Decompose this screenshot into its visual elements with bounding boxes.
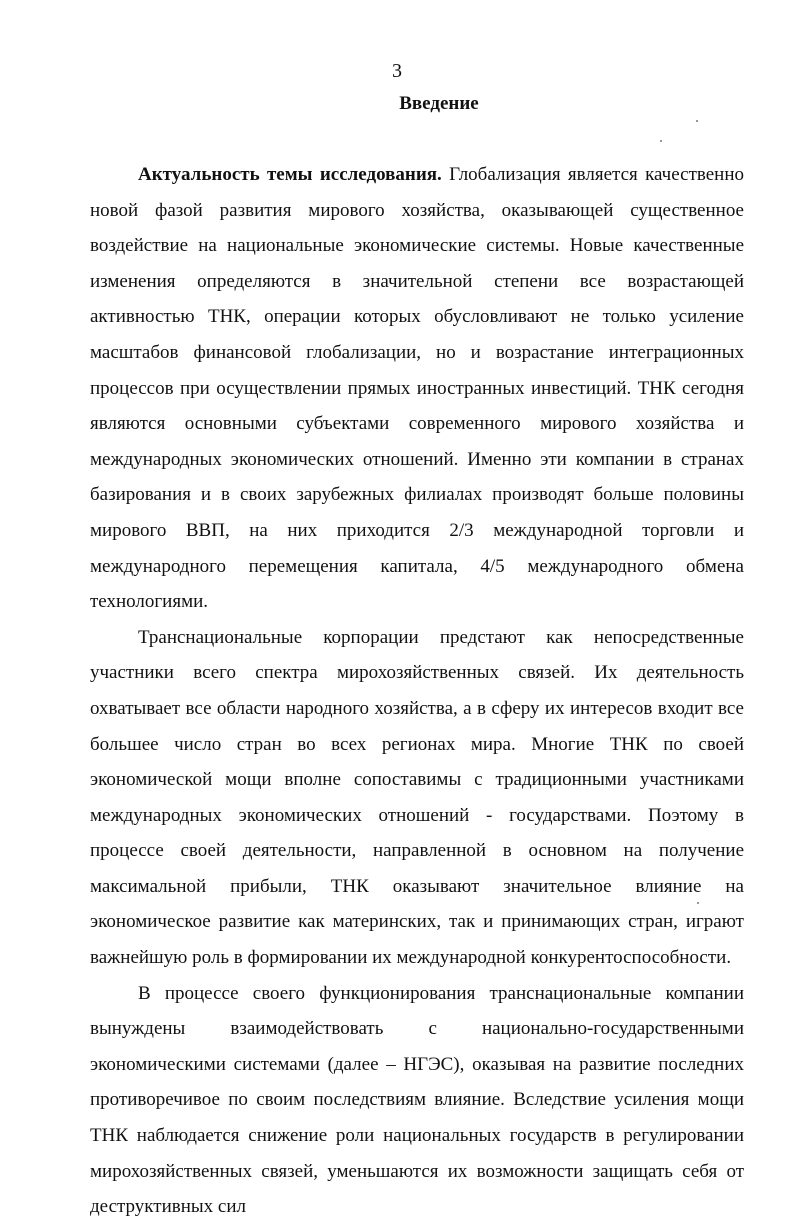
paragraph-text: В процессе своего функционирования транснациональные компании вынуждены взаимодействовать с национально-государственными экономическими системами (далее – НГЭС), оказывая на развитие последних противоречивое по своим последствиям влияние. Вследствие усиления мощи ТНК наблюдается снижение роли национальных государств в регулировании мирохозяйственных связей, уменьшаются их возможности защищать себя от деструктивных сил [90,982,744,1218]
paragraph-lead: Актуальность темы исследования. [138,164,442,185]
scan-speck [696,120,698,122]
page-number: 3 [392,60,402,82]
scan-speck [660,140,662,142]
paragraph-text: Глобализация является качественно новой фазой развития мирового хозяйства, оказывающей существенное воздействие на национальные экономические системы. Новые качественные изменения определяются в значительной степени все возрастающей активностью ТНК, операции которых обусловливают не только усиление масштабов финансовой глобализации, но и возрастание интеграционных процессов при осуществлении прямых иностранных инвестиций. ТНК сегодня являются основными субъектами современного мирового хозяйства и международных экономических отношений. Именно эти компании в странах базирования и в своих зарубежных филиалах производят больше половины мирового ВВП, на них приходится 2/3 международной торговли и международного перемещения капитала, 4/5 международного обмена технологиями. [90,164,745,613]
paragraph-1 [90,157,744,620]
paragraph-3 [90,976,744,1225]
body-text [90,157,744,1225]
paragraph-2 [90,620,744,976]
scan-speck [697,902,699,904]
section-heading: Введение [399,93,479,114]
paragraph-text: Транснациональные корпорации предстают как непосредственные участники всего спектра мирохозяйственных связей. Их деятельность охватывает все области народного хозяйства, а в сферу их интересов входит все большее число стран во всех регионах мира. Многие ТНК по своей экономической мощи вполне сопоставимы с традиционными участниками международных экономических отношений - государствами. Поэтому в процессе своей деятельности, направленной в основном на получение максимальной прибыли, ТНК оказывают значительное влияние на экономическое развитие как материнских, так и принимающих стран, играют важнейшую роль в формировании их международной конкурентоспособности. [90,626,744,969]
